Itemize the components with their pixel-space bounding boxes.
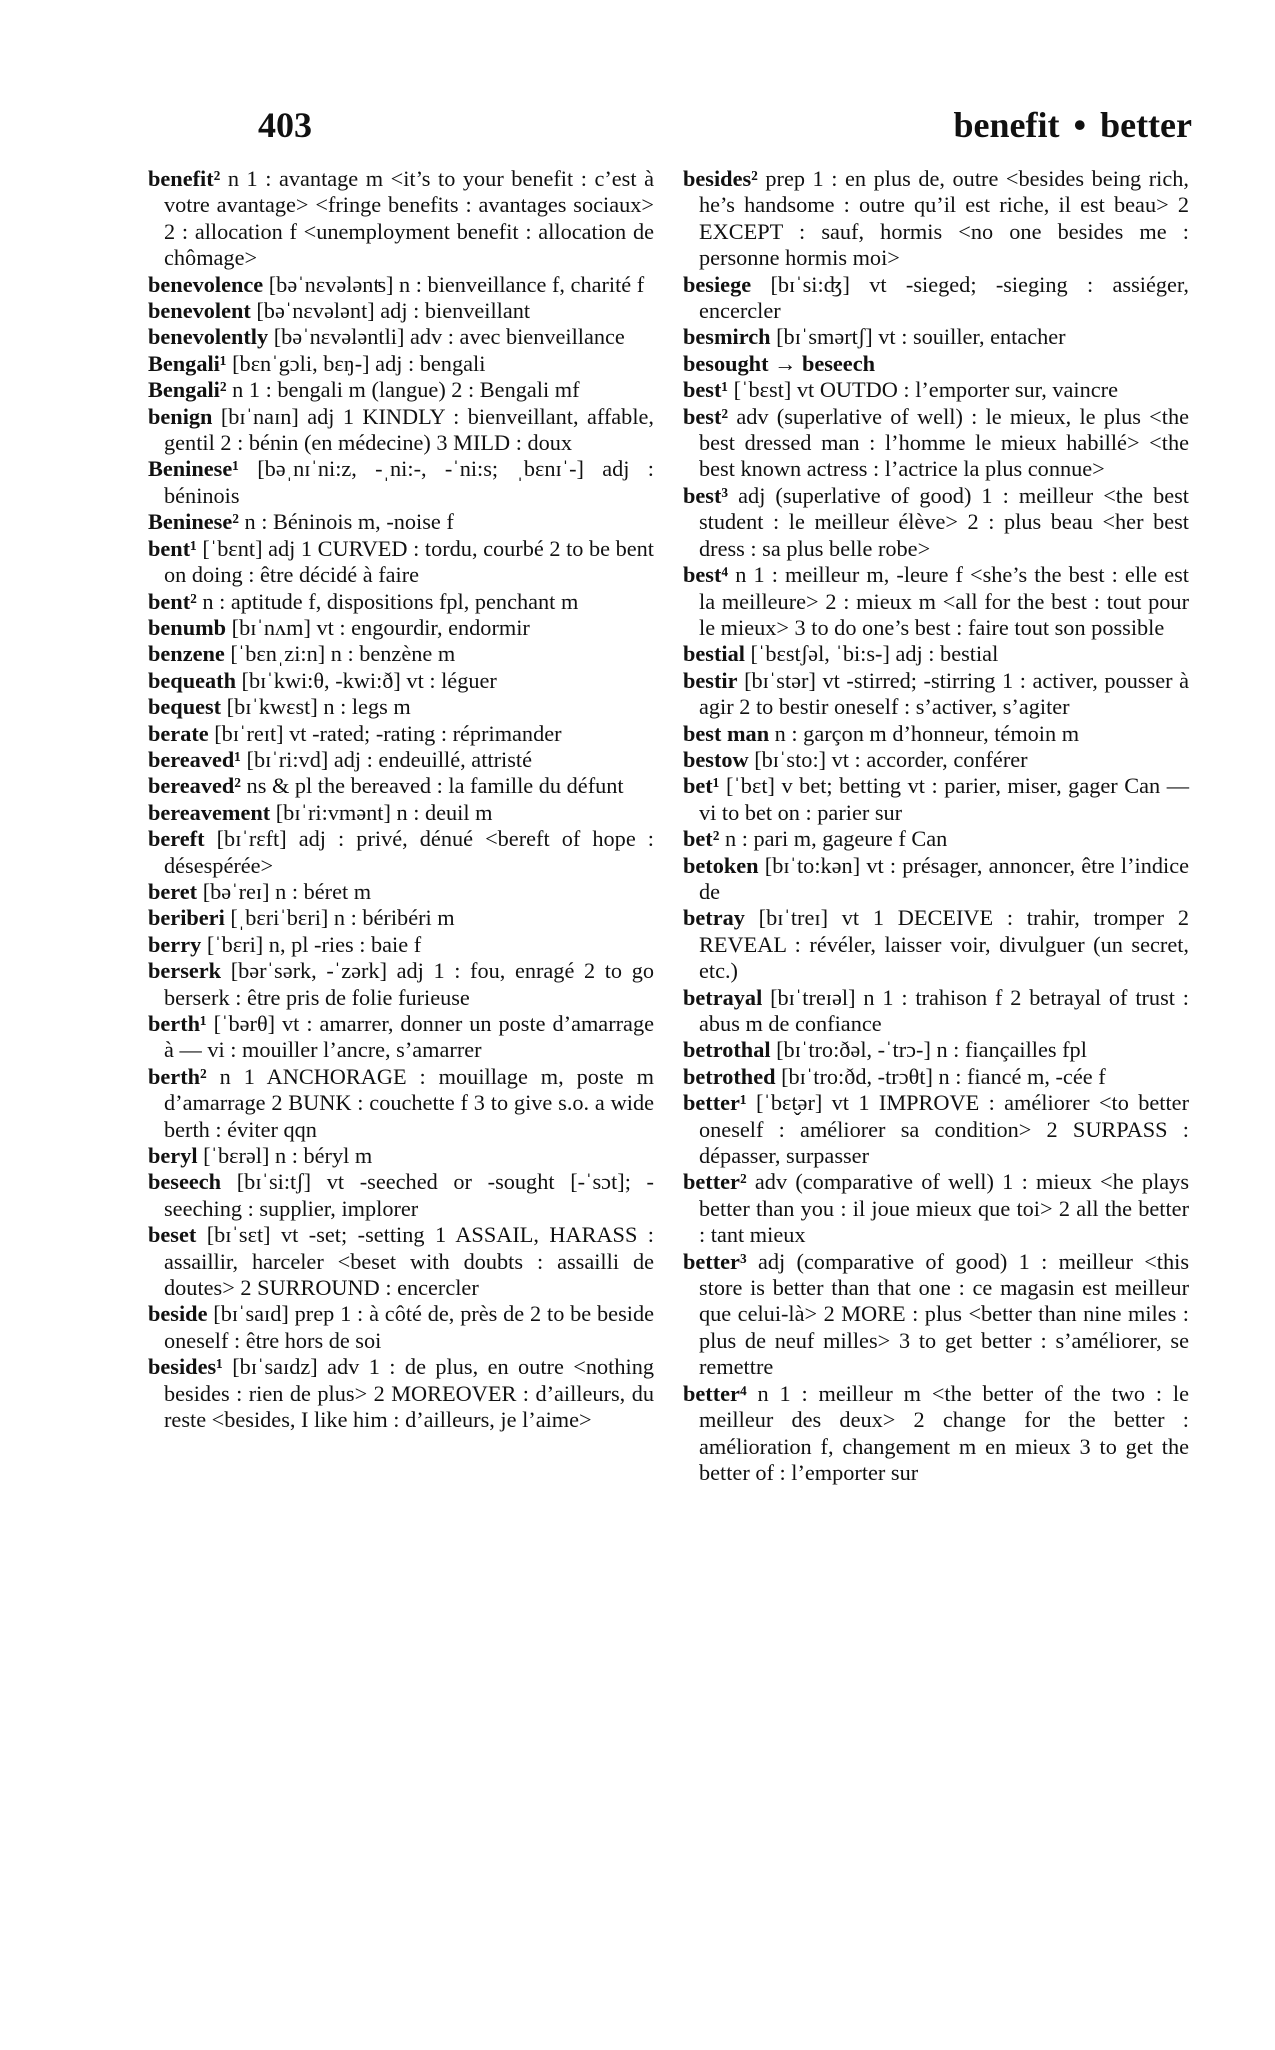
entry-headword: benevolently <box>148 324 269 350</box>
entry-headword: berth² <box>148 1063 207 1089</box>
entry-definition: [bɪˈri:vmənt] n : deuil m <box>270 799 493 825</box>
entry-definition: n : Béninois m, -noise f <box>238 509 454 535</box>
entry-definition: adj (superlative of good) 1 : meilleur <the best student : le meilleur élève> 2 : plus beau <her best dress : sa plus belle robe> <box>699 482 1189 561</box>
entry-definition: n 1 : bengali m (langue) 2 : Bengali mf <box>226 377 580 403</box>
entry-definition: [ˈbɛnˌzi:n] n : benzène m <box>224 641 456 667</box>
entry-headword: Beninese² <box>148 509 239 535</box>
entry-definition: [bɪˈkwi:θ, -kwi:ð] vt : léguer <box>235 667 497 693</box>
dictionary-entry <box>683 272 1189 325</box>
dictionary-entry <box>683 324 1189 350</box>
dictionary-entry <box>683 853 1189 906</box>
entry-headword: bereft <box>148 826 205 852</box>
entry-definition: [bəˈnɛvələntli] adv : avec bienveillance <box>268 324 625 350</box>
dictionary-entry <box>683 404 1189 483</box>
dictionary-entry <box>148 1222 654 1301</box>
entry-headword: besides¹ <box>148 1354 223 1380</box>
guide-word-first: benefit <box>953 105 1060 145</box>
entry-headword: bereaved¹ <box>148 746 241 772</box>
entry-headword: benefit² <box>148 166 221 191</box>
entry-headword: betrayal <box>683 984 763 1010</box>
entry-headword: beriberi <box>148 905 225 931</box>
dictionary-entry <box>148 166 654 272</box>
dictionary-entry <box>148 1064 654 1143</box>
entry-headword: best² <box>683 403 729 429</box>
entry-definition: n : aptitude f, dispositions fpl, penchant m <box>196 588 579 614</box>
entry-headword: besmirch <box>683 324 771 350</box>
entry-headword: benzene <box>148 641 225 667</box>
dictionary-entry <box>148 932 654 958</box>
entry-definition: [bɪˈnʌm] vt : engourdir, endormir <box>226 614 530 640</box>
entry-headword: bestow <box>683 746 749 772</box>
entry-headword: benevolent <box>148 298 251 324</box>
dictionary-entry <box>148 1301 654 1354</box>
dictionary-entry <box>148 351 654 377</box>
entry-definition: [bɛnˈgɔli, bɛŋ-] adj : bengali <box>226 350 486 376</box>
dictionary-entry <box>148 668 654 694</box>
entry-headword: bequest <box>148 694 222 720</box>
entry-headword: bereavement <box>148 799 271 825</box>
dictionary-entry <box>683 377 1189 403</box>
entry-headword: best⁴ <box>683 562 729 588</box>
entry-headword: betoken <box>683 852 759 878</box>
entry-headword: berth¹ <box>148 1011 207 1036</box>
entry-definition: [bɪˈtreɪəl] n 1 : trahison f 2 betrayal of trust : abus m de confiance <box>699 984 1189 1036</box>
dictionary-entry <box>148 324 654 350</box>
entry-definition: n : pari m, gageure f Can <box>719 826 948 852</box>
entry-headword: bent¹ <box>148 535 197 561</box>
entry-definition: [ˈbɛt̬ər] vt 1 IMPROVE : améliorer <to better oneself : améliorer sa condition> 2 SURPASS : dépasser, surpasser <box>699 1090 1189 1169</box>
entry-headword: Bengali¹ <box>148 350 227 376</box>
dictionary-entry <box>148 641 654 667</box>
entry-definition: n 1 : meilleur m, -leure f <she’s the best : elle est la meilleure> 2 : mieux m <all for the best : tout pour le mieux> 3 to do one’s best : faire tout son possible <box>699 562 1189 640</box>
dictionary-entry <box>683 483 1189 562</box>
entry-definition: [ˈbɛstʃəl, ˈbi:s-] adj : bestial <box>744 641 999 667</box>
entry-definition: [bɪˈkwɛst] n : legs m <box>221 694 411 720</box>
entry-definition: [bɪˈsaɪd] prep 1 : à côté de, près de 2 to be beside oneself : être hors de soi <box>164 1301 654 1353</box>
dictionary-entry <box>148 958 654 1011</box>
entry-definition: [bəˈnɛvələnt] adj : bienveillant <box>250 298 531 324</box>
entry-definition: [bəˌnɪˈni:z, -ˌni:-, -ˈni:s; ˌbɛnɪˈ-] adj : béninois <box>164 456 654 508</box>
dictionary-entry <box>683 773 1189 826</box>
entry-headword: bequeath <box>148 667 236 693</box>
entry-definition: [bərˈsərk, -ˈzərk] adj 1 : fou, enragé 2 to go berserk : être pris de folie furieuse <box>164 958 654 1010</box>
entry-definition: [bɪˈtro:ðəl, -ˈtrɔ-] n : fiançailles fpl <box>770 1037 1087 1063</box>
entry-headword: better¹ <box>683 1090 747 1116</box>
entry-definition: n 1 : meilleur m <the better of the two : le meilleur des deux> 2 change for the better : amélioration f, changement m en mieux 3 to get the better of : l’emporter sur <box>699 1380 1189 1485</box>
entry-headword: besought → beseech <box>683 350 876 376</box>
dictionary-entry <box>683 985 1189 1038</box>
entry-definition: adj (comparative of good) 1 : meilleur <this store is better than that one : ce magasin est meilleur que celui-là> 2 MORE : plus <better than nine miles : plus de neuf milles> 3 to get better : s’améliorer, se remettre <box>699 1248 1189 1380</box>
entry-headword: betray <box>683 905 745 931</box>
entry-headword: bet¹ <box>683 773 720 799</box>
dictionary-entry <box>683 1381 1189 1487</box>
page-header <box>148 104 1192 150</box>
entry-headword: berry <box>148 931 202 957</box>
entry-definition: [bɪˈreɪt] vt -rated; -rating : réprimander <box>208 720 562 746</box>
entry-definition: [bɪˈto:kən] vt : présager, annoncer, être l’indice de <box>699 852 1189 904</box>
entry-definition: [bɪˈri:vd] adj : endeuillé, attristé <box>240 746 532 772</box>
dictionary-entry <box>683 721 1189 747</box>
entry-definition: [bɪˈnaɪn] adj 1 KINDLY : bienveillant, affable, gentil 2 : bénin (en médecine) 3 MILD : doux <box>164 403 654 456</box>
dictionary-entry <box>683 1064 1189 1090</box>
entry-definition: [bəˈreɪ] n : béret m <box>197 878 372 904</box>
guide-word-last: better <box>1100 105 1192 145</box>
entry-definition: [ˈbɛri] n, pl -ries : baie f <box>201 931 422 957</box>
entry-headword: benumb <box>148 614 227 640</box>
entry-definition: [bɪˈrɛft] adj : privé, dénué <bereft of hope : désespérée> <box>164 826 654 878</box>
entry-headword: best¹ <box>683 377 729 403</box>
dictionary-entry <box>683 826 1189 852</box>
dictionary-entry <box>148 905 654 931</box>
dictionary-entry <box>148 694 654 720</box>
page-number: 403 <box>258 105 312 145</box>
dictionary-entry <box>148 404 654 457</box>
entry-definition: [bəˈnɛvələnʦ] n : bienveillance f, charité f <box>263 271 645 297</box>
entry-headword: besiege <box>683 271 752 297</box>
entry-definition: [ˈbɛst] vt OUTDO : l’emporter sur, vaincre <box>728 377 1118 403</box>
entry-definition: [bɪˈsi:ʤ] vt -sieged; -sieging : assiéger, encercler <box>699 271 1189 324</box>
entry-definition: [bɪˈtro:ðd, -trɔθt] n : fiancé m, -cée f <box>775 1063 1106 1089</box>
dictionary-entry <box>148 536 654 589</box>
dictionary-entry <box>683 641 1189 667</box>
entry-definition: [ˌbɛriˈbɛri] n : béribéri m <box>224 905 455 931</box>
entry-definition: ns & pl the bereaved : la famille du défunt <box>240 773 624 799</box>
entry-headword: berate <box>148 720 209 746</box>
entry-headword: besides² <box>683 166 758 191</box>
entry-definition: [ˈbɛnt] adj 1 CURVED : tordu, courbé 2 to be bent on doing : être décidé à faire <box>164 535 654 588</box>
left-column <box>148 166 654 1434</box>
dictionary-entry <box>683 905 1189 984</box>
entry-headword: berserk <box>148 958 222 984</box>
entry-headword: beset <box>148 1222 197 1248</box>
entry-headword: beseech <box>148 1169 222 1195</box>
dictionary-entry <box>683 351 1189 377</box>
dictionary-entry <box>683 1090 1189 1169</box>
dictionary-entry <box>148 1169 654 1222</box>
entry-headword: benevolence <box>148 271 264 297</box>
entry-headword: beryl <box>148 1143 198 1169</box>
entry-headword: beside <box>148 1301 208 1327</box>
dictionary-entry <box>148 773 654 799</box>
dictionary-entry <box>683 1169 1189 1248</box>
dictionary-entry <box>148 298 654 324</box>
entry-definition: n 1 : avantage m <it’s to your benefit : c’est à votre avantage> <fringe benefits : avantages sociaux> 2 : allocation f <unemployment benefit : allocation de chômage> <box>164 166 654 271</box>
entry-headword: best man <box>683 720 770 746</box>
dictionary-entry <box>148 879 654 905</box>
entry-definition: [ˈbɛt] v bet; betting vt : parier, miser, gager Can — vi to bet on : parier sur <box>699 773 1189 825</box>
entry-headword: betrothal <box>683 1037 771 1063</box>
entry-headword: bent² <box>148 588 197 614</box>
dictionary-entry <box>683 1249 1189 1381</box>
entry-definition: [ˈbərθ] vt : amarrer, donner un poste d’amarrage à — vi : mouiller l’ancre, s’amarrer <box>164 1011 654 1063</box>
entry-headword: bereaved² <box>148 773 241 799</box>
entry-headword: bestial <box>683 641 745 667</box>
dictionary-entry <box>683 1037 1189 1063</box>
dictionary-entry <box>683 747 1189 773</box>
entry-definition: [bɪˈsɛt] vt -set; -setting 1 ASSAIL, HARASS : assaillir, harceler <beset with doubts : assailli de doutes> 2 SURROUND : encercler <box>164 1222 654 1301</box>
dictionary-entry <box>683 668 1189 721</box>
entry-definition: [bɪˈsaɪdz] adv 1 : de plus, en outre <nothing besides : rien de plus> 2 MOREOVER : d’ailleurs, du reste <besides, I like him : d’ailleurs, je l’aime> <box>164 1354 654 1433</box>
entry-headword: beret <box>148 878 198 904</box>
entry-headword: benign <box>148 403 213 429</box>
entry-definition: adv (superlative of well) : le mieux, le plus <the best dressed man : l’homme le mieux habillé> <the best known actress : l’actrice la plus connue> <box>699 403 1189 482</box>
entry-definition: n : garçon m d’honneur, témoin m <box>769 720 1080 746</box>
entry-definition: [bɪˈstər] vt -stirred; -stirring 1 : activer, pousser à agir 2 to bestir oneself : s’activer, s’agiter <box>699 667 1189 720</box>
entry-headword: best³ <box>683 482 729 508</box>
entry-definition: prep 1 : en plus de, outre <besides being rich, he’s handsome : outre qu’il est riche, il est beau> 2 EXCEPT : sauf, hormis <no one besides me : personne hormis moi> <box>699 166 1189 271</box>
entry-definition: [bɪˈtreɪ] vt 1 DECEIVE : trahir, tromper 2 REVEAL : révéler, laisser voir, divulguer (un secret, etc.) <box>699 905 1189 984</box>
entry-headword: bet² <box>683 826 720 852</box>
entry-headword: bestir <box>683 667 738 693</box>
right-column <box>683 166 1189 1486</box>
dictionary-entry <box>148 377 654 403</box>
entry-definition: adv (comparative of well) 1 : mieux <he plays better than you : il joue mieux que toi> 2 all the better : tant mieux <box>699 1169 1189 1248</box>
entry-headword: Beninese¹ <box>148 456 239 482</box>
dictionary-entry <box>148 721 654 747</box>
dictionary-entry <box>148 589 654 615</box>
dictionary-entry <box>148 1011 654 1064</box>
dictionary-entry <box>683 166 1189 272</box>
dictionary-entry <box>148 509 654 535</box>
dictionary-entry <box>148 456 654 509</box>
entry-headword: better³ <box>683 1248 747 1274</box>
dictionary-entry <box>148 1354 654 1433</box>
entry-headword: better² <box>683 1169 747 1195</box>
entry-headword: betrothed <box>683 1063 776 1089</box>
dictionary-entry <box>148 747 654 773</box>
entry-definition: [bɪˈsto:] vt : accorder, conférer <box>748 746 1028 772</box>
dictionary-entry <box>148 615 654 641</box>
dictionary-entry <box>148 272 654 298</box>
entry-definition: [bɪˈsmərtʃ] vt : souiller, entacher <box>770 324 1066 350</box>
entry-headword: Bengali² <box>148 377 227 403</box>
entry-definition: n 1 ANCHORAGE : mouillage m, poste m d’amarrage 2 BUNK : couchette f 3 to give s.o. a wide berth : éviter qqn <box>164 1063 654 1142</box>
entry-definition: [ˈbɛrəl] n : béryl m <box>197 1143 373 1169</box>
dictionary-entry <box>148 826 654 879</box>
dictionary-entry <box>683 562 1189 641</box>
dictionary-entry <box>148 1143 654 1169</box>
entry-headword: better⁴ <box>683 1380 747 1406</box>
guide-separator: • <box>1073 105 1087 145</box>
dictionary-entry <box>148 800 654 826</box>
entry-definition: [bɪˈsi:tʃ] vt -seeched or -sought [-ˈsɔt]; -seeching : supplier, implorer <box>164 1169 654 1221</box>
guide-words <box>953 104 1192 146</box>
